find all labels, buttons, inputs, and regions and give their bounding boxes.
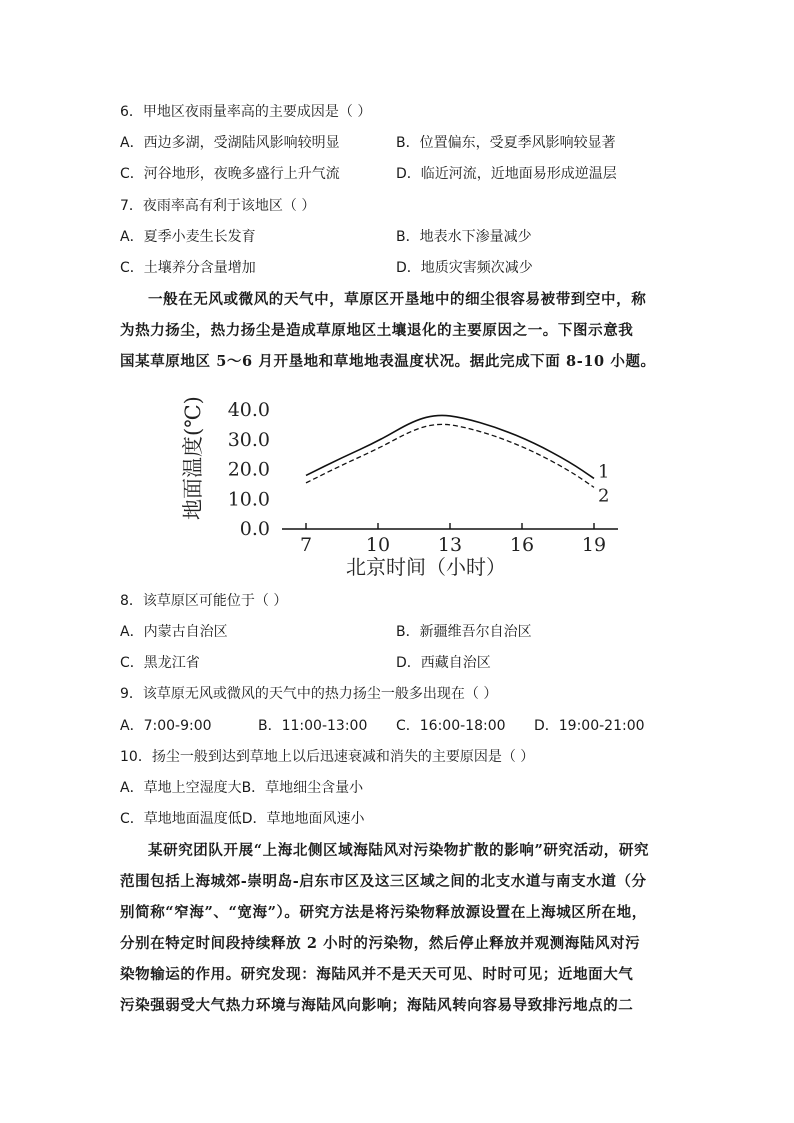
- question-8-option-b[interactable]: B．新疆维吾尔自治区: [396, 624, 532, 640]
- passage-1-line-2: 为热力扬尘，热力扬尘是造成草原地区土壤退化的主要原因之一。下图示意我: [120, 322, 634, 339]
- question-9-option-d[interactable]: D．19:00-21:00: [534, 718, 645, 734]
- passage-2-line-3: 别简称“窄海”、“宽海”）。研究方法是将污染物释放源设置在上海城区所在地，: [120, 904, 647, 921]
- series-2-line: [306, 424, 594, 487]
- x-tick-label: 10: [365, 534, 391, 556]
- question-10-options-cd[interactable]: C．草地地面温度低D．草地地面风速小: [120, 811, 365, 827]
- passage-2-line-4: 分别在特定时间段持续释放 2 小时的污染物，然后停止释放并观测海陆风对污: [120, 935, 641, 952]
- series-2-label: 2: [598, 485, 610, 507]
- question-7-option-d[interactable]: D．地质灾害频次减少: [396, 260, 533, 276]
- y-tick-label: 40.0: [227, 399, 270, 421]
- passage-2-line-1: 某研究团队开展“上海北侧区域海陆风对污染物扩散的影响”研究活动，研究: [148, 842, 650, 859]
- y-tick-label: 0.0: [239, 518, 270, 540]
- y-tick-label: 10.0: [227, 488, 270, 511]
- question-10-stem: 10．扬尘一般到达到草地上以后迅速衰减和消失的主要原因是（ ）: [120, 749, 535, 765]
- question-8-stem: 8．该草原区可能位于（ ）: [120, 593, 288, 609]
- question-7-option-b[interactable]: B．地表水下渗量减少: [396, 229, 532, 245]
- question-7-option-a[interactable]: A．夏季小麦生长发育: [120, 229, 256, 245]
- question-9-option-a[interactable]: A．7:00-9:00: [120, 718, 212, 734]
- question-7-stem: 7．夜雨率高有利于该地区（ ）: [120, 198, 316, 214]
- passage-1-line-3: 国某草原地区 5～6 月开垦地和草地地表温度状况。据此完成下面 8-10 小题。: [120, 353, 656, 370]
- series-1-label: 1: [598, 461, 610, 483]
- question-9-stem: 9．该草原无风或微风的天气中的热力扬尘一般多出现在（ ）: [120, 686, 498, 702]
- passage-2-line-2: 范围包括上海城郊-崇明岛-启东市区及这三区域之间的北支水道与南支水道（分: [120, 873, 647, 890]
- question-7-option-c[interactable]: C．土壤养分含量增加: [120, 260, 256, 276]
- question-6-option-c[interactable]: C．河谷地形，夜晚多盛行上升气流: [120, 166, 340, 182]
- question-8-option-c[interactable]: C．黑龙江省: [120, 655, 200, 671]
- question-9-option-b[interactable]: B．11:00-13:00: [258, 718, 368, 734]
- x-tick-label: 16: [509, 534, 535, 556]
- question-6-option-b[interactable]: B．位置偏东，受夏季风影响较显著: [396, 135, 616, 151]
- y-tick-label: 30.0: [227, 428, 270, 451]
- question-8-option-d[interactable]: D．西藏自治区: [396, 655, 491, 671]
- x-axis-label: 北京时间（小时）: [346, 555, 506, 579]
- y-axis-label: 地面温度(℃): [181, 396, 205, 520]
- question-6-option-a[interactable]: A．西边多湖，受湖陆风影响较明显: [120, 135, 340, 151]
- question-10-options-ab[interactable]: A．草地上空湿度大B．草地细尘含量小: [120, 780, 364, 796]
- x-tick-label: 13: [437, 534, 463, 556]
- y-tick-label: 20.0: [227, 458, 270, 481]
- question-6-stem: 6．甲地区夜雨量率高的主要成因是（ ）: [120, 104, 372, 120]
- question-6-option-d[interactable]: D．临近河流，近地面易形成逆温层: [396, 166, 617, 182]
- question-9-option-c[interactable]: C．16:00-18:00: [396, 718, 506, 734]
- passage-1-line-1: 一般在无风或微风的天气中，草原区开垦地中的细尘很容易被带到空中，称: [148, 291, 647, 308]
- passage-2-line-6: 污染强弱受大气热力环境与海陆风向影响；海陆风转向容易导致排污地点的二: [120, 997, 634, 1014]
- x-tick-label: 19: [581, 534, 607, 556]
- ground-temperature-chart: [170, 392, 640, 582]
- x-tick-label: 7: [299, 534, 313, 556]
- question-8-option-a[interactable]: A．内蒙古自治区: [120, 624, 228, 640]
- passage-2-line-5: 染物输运的作用。研究发现：海陆风并不是天天可见、时时可见；近地面大气: [120, 966, 634, 983]
